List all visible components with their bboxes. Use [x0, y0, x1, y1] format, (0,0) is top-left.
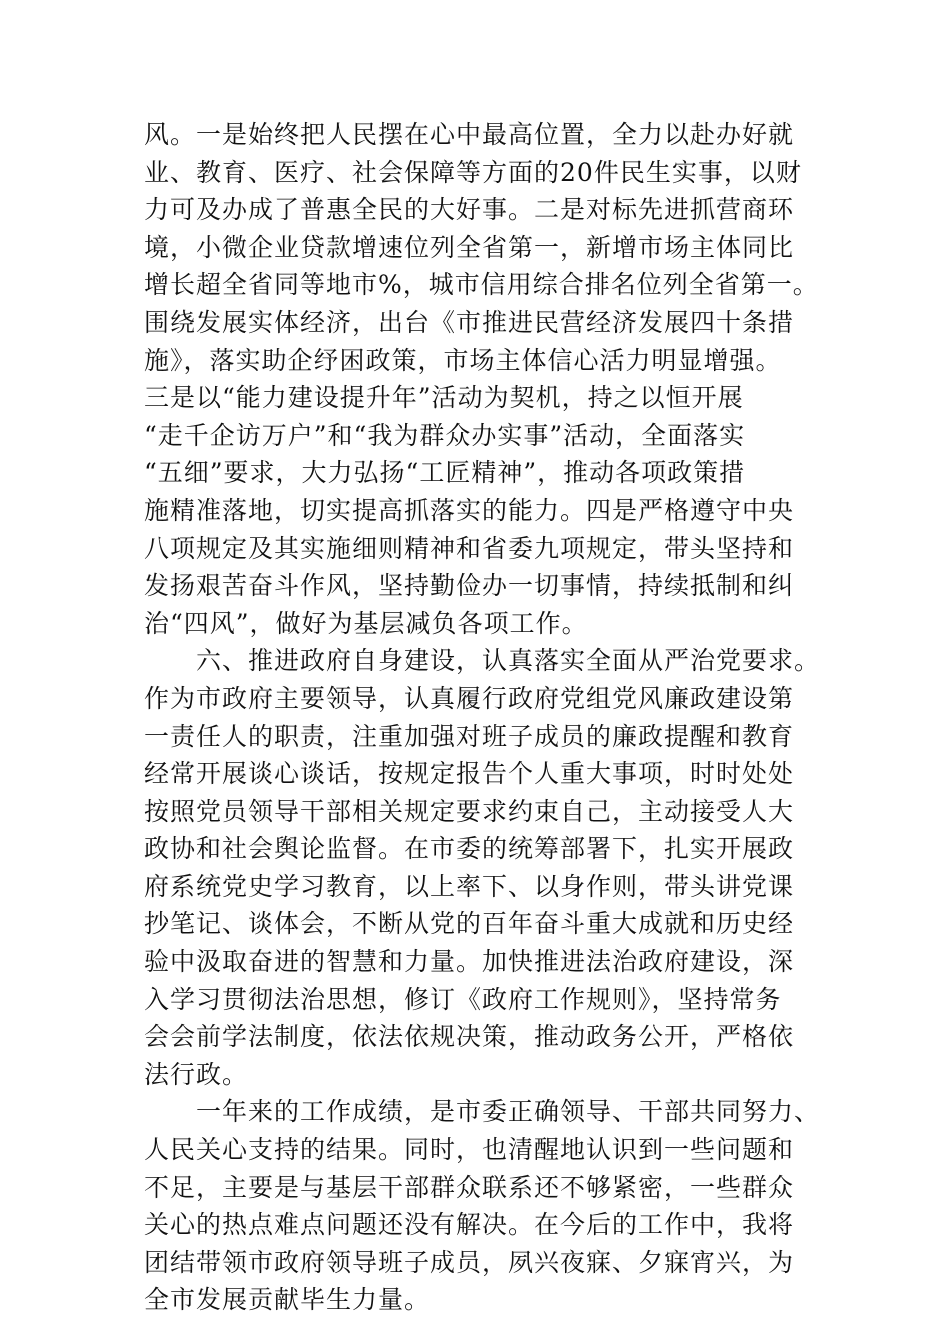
- text-line: 八项规定及其实施细则精神和省委九项规定，带头坚持和: [144, 533, 795, 563]
- text-line: 增长超全省同等地市%，城市信用综合排名位列全省第一。: [144, 270, 819, 300]
- text-line: 发扬艰苦奋斗作风，坚持勤俭办一切事情，持续抵制和纠: [144, 571, 795, 601]
- text-line: 按照党员领导干部相关规定要求约束自己，主动接受人大: [144, 796, 795, 826]
- text-line: 抄笔记、谈体会，不断从党的百年奋斗重大成就和历史经: [144, 909, 795, 939]
- text-line: 关心的热点难点问题还没有解决。在今后的工作中，我将: [144, 1210, 795, 1240]
- paragraph-3: [144, 1093, 824, 1319]
- text-line: “五细”要求，大力弘扬“工匠精神”，推动各项政策措: [144, 458, 746, 488]
- text-line: 不足，主要是与基层干部群众联系还不够紧密，一些群众: [144, 1172, 795, 1202]
- text-line: 施》，落实助企纾困政策，市场主体信心活力明显增强。: [144, 345, 782, 375]
- text-line: 业、教育、医疗、社会保障等方面的20件民生实事，以财: [144, 157, 802, 187]
- text-line: 验中汲取奋进的智慧和力量。加快推进法治政府建设，深: [144, 947, 795, 977]
- text-line: 会会前学法制度，依法依规决策，推动政务公开，严格依: [144, 1022, 795, 1052]
- text-line: 政协和社会舆论监督。在市委的统筹部署下，扎实开展政: [144, 834, 795, 864]
- text-line: 六、推进政府自身建设，认真落实全面从严治党要求。: [196, 646, 821, 676]
- text-line: 围绕发展实体经济，出台《市推进民营经济发展四十条措: [144, 307, 795, 337]
- text-line: 力可及办成了普惠全民的大好事。二是对标先进抓营商环: [144, 195, 795, 225]
- text-line: 风。一是始终把人民摆在心中最高位置，全力以赴办好就: [144, 120, 795, 149]
- text-line: 境，小微企业贷款增速位列全省第一，新增市场主体同比: [144, 232, 795, 262]
- text-line: 全市发展贡献毕生力量。: [144, 1285, 431, 1315]
- paragraph-2: [144, 642, 824, 1093]
- text-line: 施精准落地，切实提高抓落实的能力。四是严格遵守中央: [144, 495, 795, 525]
- text-line: 经常开展谈心谈话，按规定报告个人重大事项，时时处处: [144, 759, 795, 789]
- text-line: 三是以“能力建设提升年”活动为契机，持之以恒开展: [144, 383, 744, 413]
- text-line: 一责任人的职责，注重加强对班子成员的廉政提醒和教育: [144, 721, 795, 751]
- text-line: “走千企访万户”和“我为群众办实事”活动，全面落实: [144, 420, 746, 450]
- paragraph-1: [144, 116, 824, 642]
- text-line: 团结带领市政府领导班子成员，夙兴夜寐、夕寐宵兴，为: [144, 1247, 795, 1277]
- text-line: 入学习贯彻法治思想，修订《政府工作规则》，坚持常务: [144, 984, 782, 1014]
- text-line: 治“四风”，做好为基层减负各项工作。: [144, 608, 588, 638]
- text-line: 作为市政府主要领导，认真履行政府党组党风廉政建设第: [144, 683, 795, 713]
- body-text: [144, 116, 824, 1319]
- text-line: 府系统党史学习教育，以上率下、以身作则，带头讲党课: [144, 871, 795, 901]
- text-line: 一年来的工作成绩，是市委正确领导、干部共同努力、: [196, 1097, 821, 1127]
- text-line: 人民关心支持的结果。同时，也清醒地认识到一些问题和: [144, 1135, 795, 1165]
- text-line: 法行政。: [144, 1059, 249, 1089]
